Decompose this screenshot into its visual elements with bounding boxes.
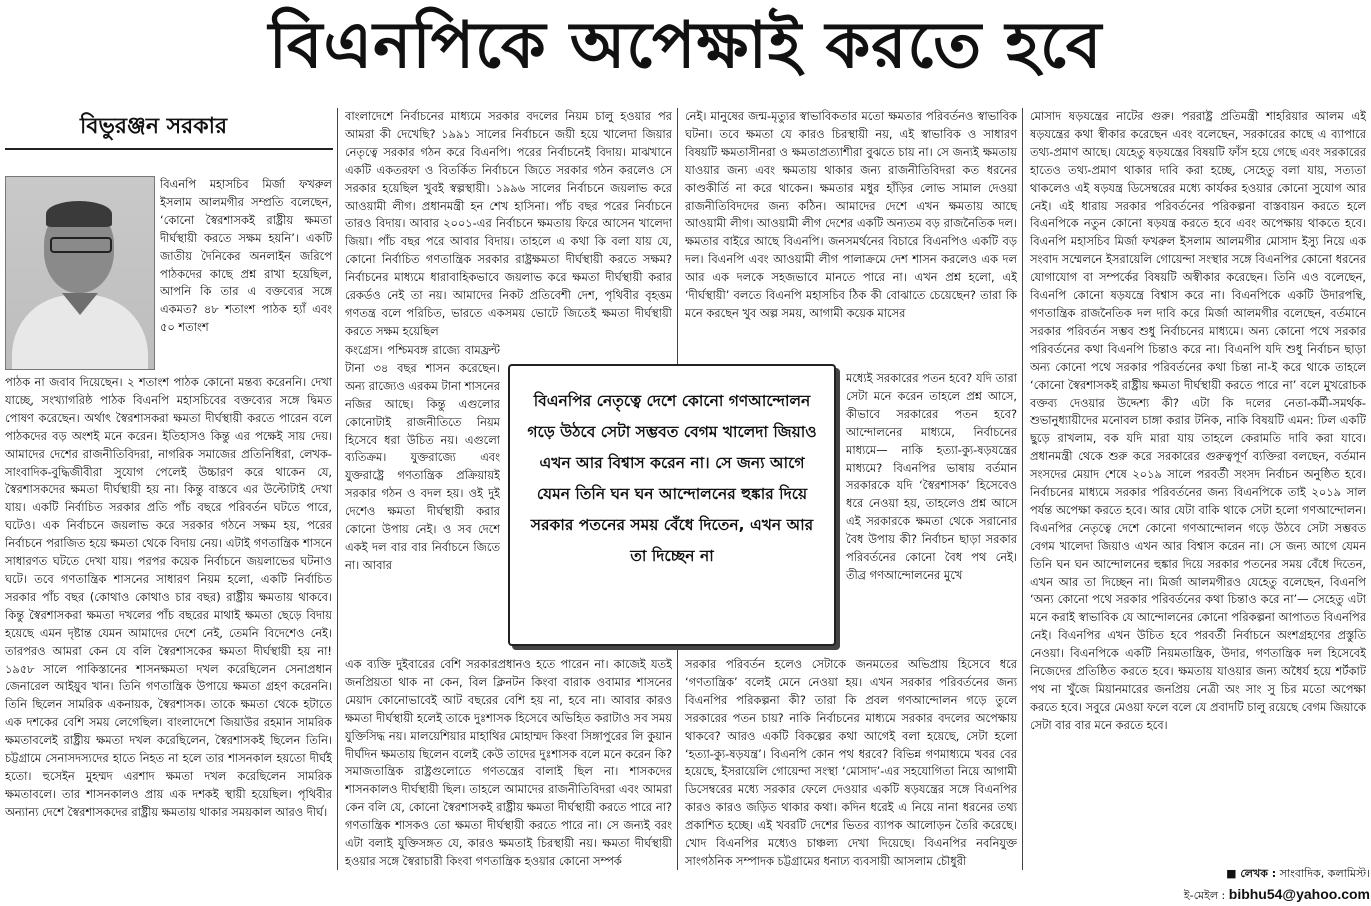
email-line: [1180, 884, 1370, 906]
paragraph: মোসাদ ষড়যন্ত্রের নাটের গুরু। পররাষ্ট্র প্রতিমন্ত্রী শাহরিয়ার আলম এই ষড়যন্ত্রের কথা স্বীকার করেছেন এবং বলেছেন, সরকারের কাছে এ ব্যাপারে তথ্য-প্রমাণ আছে। যেহেতু ষড়যন্ত্রের বিষয়টি ফাঁস হয়ে গেছে এবং সরকারের হাতেও তথ্য-প্রমাণ থাকার দাবি করা হচ্ছে, সেহেতু বলা যায়, সত্যতা থাকলেও এই ষড়যন্ত্র ডিসেম্বরের মধ্যে কার্যকর হওয়ার কোনো সুযোগ আর নেই। এই ধারায় সরকার পরিবর্তনের পরিকল্পনা বাস্তবায়ন করতে হলে বিএনপিকে নতুন কোনো ষড়যন্ত্র করতে হবে এবং অপেক্ষায় থাকতে হবে। বিএনপি মহাসচিব মির্জা ফখরুল ইসলাম আলমগীর মোসাদ ইস্যু নিয়ে এক সংবাদ সম্মেলনে ইসরায়েলি গোয়েন্দা সংস্থার সঙ্গে বিএনপির কোনো ধরনের যোগাযোগ বা সম্পর্কের বিষয়টি অস্বীকার করেছেন। তিনি এও বলেছেন, বিএনপি কোনো ষড়যন্ত্রে বিশ্বাস করে না। বিএনপিকে একটি উদারপন্থি, গণতান্ত্রিক রাজনৈতিক দল দাবি করে মির্জা আলমগীর বলেছেন, বর্তমানে সরকার পরিবর্তন সম্ভব শুধু নির্বাচনের মাধ্যমে। অন্য কোনো পথে সরকার পরিবর্তনের কথা বিএনপি চিন্তাও করে না। বিএনপি যদি শুধু নির্বাচন ছাড়া অন্য কোনো পথে সরকার পরিবর্তনের কথা চিন্তা না-ই করে থাকে তাহলে ‘কোনো স্বৈরশাসকই রাষ্ট্রীয় ক্ষমতা দীর্ঘস্থায়ী করতে পারে না’ বলে মুখরোচক বক্তব্য দেওয়ার উদ্দেশ্য কী? এটা কি দলের নেতা-কর্মী-সমর্থক-শুভানুধ্যায়ীদের মনোবল চাঙ্গা করার টনিক, নাকি বিষয়টি এমন: ঢিল একটি ছুড়ে রাখলাম, বক যদি মারা যায় তাহলে কেরামতি দাবি করা যাবে। প্রধানমন্ত্রী থেকে শুরু করে সরকারের গুরুত্বপূর্ণ ব্যক্তিরা বলছেন, বর্তমান সংসদের মেয়াদ শেষে ২০১৯ সালে পরবর্তী সংসদ নির্বাচন অনুষ্ঠিত হবে। নির্বাচনের মাধ্যমে সরকার পরিবর্তনের জন্য বিএনপিকে তাই ২০১৯ সাল পর্যন্ত অপেক্ষা করতে হবে। আর যেটা বাকি থাকে সেটা হলো গণআন্দোলন। বিএনপির নেতৃত্বে দেশে কোনো গণআন্দোলন গড়ে উঠবে সেটা সম্ভবত বেগম খালেদা জিয়াও এখন আর বিশ্বাস করেন না। সে জন্য আগে যেমন তিনি ঘন ঘন আন্দোলনের হুঙ্কার দিয়ে সরকার পতনের সময় বেঁধে দিতেন, এখন আর তা দিচ্ছেন না। মির্জা আলমগীরও যেহেতু বলেছেন, বিএনপি ‘অন্য কোনো পথে সরকার পরিবর্তনের কথা চিন্তাও করে না’— সেহেতু এটা মনে করাই স্বাভাবিক যে আন্দোলনের কোনো পরিকল্পনা আপাতত বিএনপির নেই। বিএনপির এখন উচিত হবে পরবর্তী নির্বাচনে অংশগ্রহণের প্রস্তুতি নেওয়া। বিএনপিকে একটি নিয়মতান্ত্রিক, উদার, গণতান্ত্রিক দল হিসেবেই নিজেদের প্রতিষ্ঠিত করতে হবে। ক্ষমতায় যাওয়ার জন্য অধৈর্য হয়ে শর্টকাট পথ না খুঁজে মিয়ানমারের জনপ্রিয় নেত্রী অং সাং সু চির মতো অপেক্ষা করতে হবে। সবুরে মেওয়া ফলে বলে যে প্রবাদটি চালু রয়েছে বেগম জিয়াকে সেটা বার বার মনে করতে হবে।: [1030, 109, 1366, 732]
pull-quote: বিএনপির নেতৃত্বে দেশে কোনো গণআন্দোলন গড়ে উঠবে সেটা সম্ভবত বেগম খালেদা জিয়াও এখন আর বিশ্বাস করেন না। সে জন্য আগে যেমন তিনি ঘন ঘন আন্দোলনের হুঙ্কার দিয়ে সরকার পতনের সময় বেঁধে দিতেন, এখন আর তা দিচ্ছেন না: [508, 364, 836, 646]
paragraph: নেই। মানুষের জন্ম-মৃত্যুর স্বাভাবিকতার মতো ক্ষমতার পরিবর্তনও স্বাভাবিক ঘটনা। তবে ক্ষমতা যে কারও চিরস্থায়ী নয়, এই স্বাভাবিক ও সাধারণ বিষয়টি ক্ষমতাসীনরা ও ক্ষমতাপ্রত্যাশীরা বুঝতে চায় না। সে জন্যই ক্ষমতায় যাওয়ার জন্য এবং ক্ষমতায় থাকার জন্য রাজনীতিবিদরা কত ধরনের কাণ্ডকীর্তি না করে থাকেন। ক্ষমতার মধুর হাঁড়ির লোভ সামাল দেওয়া রাজনীতিবিদদের জন্য কঠিন। আমাদের দেশে এখন ক্ষমতায় আছে আওয়ামী লীগ। আওয়ামী লীগ দেশের একটি অন্যতম বড় রাজনৈতিক দল। ক্ষমতার বাইরে আছে বিএনপি। জনসমর্থনের বিচারে বিএনপিও একটি বড় দল। বিএনপি এবং আওয়ামী লীগ পালাক্রমে দেশ শাসন করলেও এক দল আর এক দলকে সহজভাবে মানতে পারে না। এখন প্রশ্ন হলো, এই ‘দীর্ঘস্থায়ী’ বলতে বিএনপি মহাসচিব ঠিক কী বোঝাতে চেয়েছেন? তারা কি মনে করছেন খুব অল্প সময়, আগামী কয়েক মাসের: [685, 109, 1017, 320]
email-address[interactable]: bibhu54@yahoo.com: [1228, 886, 1370, 902]
email-label: ই-মেইল :: [1183, 889, 1226, 902]
paragraph: সরকার পরিবর্তন হলেও সেটাকে জনমতের অভিপ্রায় হিসেবে ধরে ‘গণতান্ত্রিক’ বলেই মেনে নেওয়া হয়। এখন সরকার পরিবর্তনের জন্য বিএনপির পরিকল্পনা কী? তারা কি প্রবল গণআন্দোলন গড়ে তুলে সরকারের পতন চায়? নাকি নির্বাচনের মাধ্যমে সরকার বদলের অপেক্ষায় থাকবে? আরও একটি বিকল্পের কথা আগেই বলা হয়েছে, সেটা হলো ‘হত্যা-ক্যু-ষড়যন্ত্র’। বিএনপি কোন পথ ধরবে? বিভিন্ন গণমাধ্যমে খবর বের হয়েছে, ইসরায়েলি গোয়েন্দা সংস্থা ‘মোসাদ’-এর সহযোগিতা নিয়ে আগামী ডিসেম্বরের মধ্যে সরকার ফেলে দেওয়ার একটি ষড়যন্ত্রের সঙ্গে বিএনপির কারও কারও জড়িত থাকার কথা। কদিন ধরেই এ নিয়ে নানা ধরনের তথ্য প্রকাশিত হচ্ছে। এই খবরটি দেশের ভিতর ব্যাপক আলোড়ন তৈরি করেছে। খোদ বিএনপির মধ্যেও চাঞ্চল্য দেখা দিয়েছে। বিএনপির নবনিযুক্ত সাংগঠনিক সম্পাদক চট্টগ্রামের ধনাঢ্য ব্যবসায়ী আসলাম চৌধুরী: [685, 657, 1017, 868]
column-2-bottom: [345, 656, 672, 892]
paragraph: পাঠক না জবাব দিয়েছেন। ২ শতাংশ পাঠক কোনো মন্তব্য করেননি। দেখা যাচ্ছে, সংখ্যাগরিষ্ঠ পাঠক বিএনপি মহাসচিবের বক্তব্যের সঙ্গে দ্বিমত পোষণ করেছেন। অর্থাৎ স্বৈরশাসকরা ক্ষমতা দীর্ঘস্থায়ী করতে পারেন বলে পাঠকদের বড় অংশই মনে করেন। ইতিহাসও কিন্তু এর পক্ষেই সায় দেয়। আমাদের দেশের রাজনীতিবিদরা, নাগরিক সমাজের প্রতিনিধিরা, লেখক-সাংবাদিক-বুদ্ধিজীবীরা সুযোগ পেলেই উচ্চারণ করে থাকেন যে, স্বৈরশাসকদের ক্ষমতা দীর্ঘস্থায়ী হয় না। কিন্তু বাস্তবে এর উল্টোটাই দেখা যায়। একটি নির্বাচিত সরকার প্রতি পাঁচ বছরে পরিবর্তন ঘটতে পারে, ঘটেও। এক নির্বাচনে জয়লাভ করে সরকার গঠনে সক্ষম হয়, পরের নির্বাচনে পরাজিত হয়ে ক্ষমতা থেকে বিদায় নেয়। এটাই গণতান্ত্রিক শাসনে সাধারণত ঘটতে দেখা যায়। পরপর কয়েক নির্বাচনে জয়লাভের ঘটনাও ঘটে। তবে গণতান্ত্রিক শাসনের সাধারণ নিয়ম হলো, একটি নির্বাচিত সরকার পাঁচ বছর (কোথাও কোথাও চার বছর) রাষ্ট্রীয় ক্ষমতায় থাকবে। কিন্তু স্বৈরশাসকরা ক্ষমতা দখলের পাঁচ বছরের মাথাই ক্ষমতা ছেড়ে বিদায় হয়েছে এমন দৃষ্টান্ত যেমন আমাদের দেশে নেই, তেমনি বিদেশেও নেই। তারপরও আমরা কেন যে বলি স্বৈরশাসকের ক্ষমতা দীর্ঘস্থায়ী হয় না! ১৯৫৮ সালে পাকিস্তানের শাসনক্ষমতা দখল করেছিলেন সেনাপ্রধান জেনারেল আইয়ুব খান। তিনি গণতান্ত্রিক উপায়ে ক্ষমতা গ্রহণ করেননি। তিনি ছিলেন সামরিক একনায়ক, স্বৈরশাসক। তাকে ক্ষমতা থেকে হটাতে এক দশকের বেশি সময় লেগেছিল। বাংলাদেশে জিয়াউর রহমান সামরিক ক্ষমতাবলেই রাষ্ট্রীয় ক্ষমতা দখল করেছিলেন, স্বৈরশাসকই ছিলেন তিনি। চট্টগ্রামে সেনাসদস্যদের হাতে নিহত না হলে তার শাসনকাল হয়তো দীর্ঘই হতো। হুসেইন মুহম্মদ এরশাদ ক্ষমতা দখল করেছিলেন সামরিক ক্ষমতাবলে। তার শাসনকালও প্রায় এক দশকই স্থায়ী হয়েছিল। পৃথিবীর অন্যান্য দেশে স্বৈরশাসকদের রাষ্ট্রীয় ক্ষমতায় থাকার সময়কাল আরও দীর্ঘ।: [5, 375, 332, 819]
column-3-narrow: [846, 370, 1017, 654]
column-4: [1030, 108, 1366, 860]
column-2-narrow: [345, 342, 500, 654]
byline-rule: [5, 148, 333, 150]
writer-line: [1180, 864, 1370, 884]
column-divider: [1022, 108, 1023, 870]
paragraph: কংগ্রেস। পশ্চিমবঙ্গ রাজ্যে বামফ্রন্ট টানা ৩৪ বছর শাসন করেছেন। অন্য রাজ্যেও এরকম টানা শাসনের নজির আছে। কিন্তু এগুলোর কোনোটাই রাজনীতিতে নিয়ম হিসেবে ধরা উচিত নয়। এগুলো ব্যতিক্রম। যুক্তরাজ্যে এবং যুক্তরাষ্ট্রে গণতান্ত্রিক প্রক্রিয়ায়ই সরকার গঠন ও বদল হয়। ওই দুই দেশেও ক্ষমতা দীর্ঘস্থায়ী করার কোনো উপায় নেই। ও সব দেশে একই দল বার বার নির্বাচনে জিতে না। আবার: [345, 343, 500, 572]
column-3-bottom: [685, 656, 1017, 892]
author-footer: [1180, 864, 1370, 906]
paragraph: বিএনপি মহাসচিব মির্জা ফখরুল ইসলাম আলমগীর সম্প্রতি বলেছেন, ‘কোনো স্বৈরশাসকই রাষ্ট্রীয় ক্ষমতা দীর্ঘস্থায়ী করতে সক্ষম হয়নি’। একটি জাতীয় দৈনিকের অনলাইন জরিপে পাঠকদের কাছে প্রশ্ন রাখা হয়েছিল, আপনি কি তার এ বক্তব্যের সঙ্গে একমত? ৪৮ শতাংশ পাঠক হ্যাঁ এবং ৫০ শতাংশ: [160, 177, 332, 335]
writer-desc: সাংবাদিক, কলামিস্ট।: [1279, 867, 1370, 880]
column-2-top: [345, 108, 672, 340]
column-1-intro: [160, 176, 332, 372]
writer-label: ■ লেখক :: [1226, 867, 1277, 880]
author-photo: [5, 176, 155, 370]
column-1-body: [5, 374, 332, 874]
paragraph: বাংলাদেশে নির্বাচনের মাধ্যমে সরকার বদলের নিয়ম চালু হওয়ার পর আমরা কী দেখেছি? ১৯৯১ সালের নির্বাচনে জয়ী হয়ে খালেদা জিয়ার নেতৃত্বে সরকার গঠন করে বিএনপি। পরের নির্বাচনেই বিদায়। মাঝখানে একটি একতরফা ও বিতর্কিত নির্বাচনে জিতে সরকার গঠন করলেও সে সরকার হয়েছিল খুবই স্বল্পস্থায়ী। ১৯৯৬ সালের নির্বাচনে জয়লাভ করে আওয়ামী লীগ। প্রধানমন্ত্রী হন শেখ হাসিনা। পাঁচ বছর পরের নির্বাচনে তারও বিদায়। আবার ২০০১-এর নির্বাচনে ক্ষমতায় ফিরে আসেন খালেদা জিয়া। পাঁচ বছর পরে আবার বিদায়। তাহলে এ কথা কি বলা যায় যে, কোনো নির্বাচিত গণতান্ত্রিক সরকার রাষ্ট্রক্ষমতা দীর্ঘস্থায়ী করতে সক্ষম? নির্বাচনের মাধ্যমে ধারাবাহিকভাবে জয়লাভ করে ক্ষমতা দীর্ঘস্থায়ী করার রেকর্ডও নেই তা নয়। আমাদের নিকট প্রতিবেশী দেশ, পৃথিবীর বৃহত্তম গণতন্ত্র বলে পরিচিত, ভারতে একসময় ভোটে জিতেই ক্ষমতা দীর্ঘস্থায়ী করতে সক্ষম হয়েছিল: [345, 109, 672, 338]
paragraph: মধ্যেই সরকারের পতন হবে? যদি তারা সেটা মনে করেন তাহলে প্রশ্ন আসে, কীভাবে সরকারের পতন হবে? আন্দোলনের মাধ্যমে, নির্বাচনের মাধ্যমে— নাকি হত্যা-ক্যু-ষড়যন্ত্রের মাধ্যমে? বিএনপির ভাষায় বর্তমান সরকারকে যদি ‘স্বৈরশাসক’ হিসেবেও ধরে নেওয়া হয়, তাহলেও প্রশ্ন আসে এই সরকারকে ক্ষমতা থেকে সরানোর বৈধ উপায় কী? নির্বাচন ছাড়া সরকার পরিবর্তনের কোনো বৈধ পথ নেই। তীব্র গণআন্দোলনের মুখে: [846, 371, 1017, 582]
column-divider: [337, 108, 338, 870]
headline: বিএনপিকে অপেক্ষাই করতে হবে: [268, 8, 1103, 83]
paragraph: এক ব্যক্তি দুইবারের বেশি সরকারপ্রধানও হতে পারেন না। কাজেই যতই জনপ্রিয়তা থাক না কেন, বিল ক্লিনটন কিংবা বারাক ওবামার শাসনের মেয়াদ কোনোভাবেই আট বছরের বেশি হয় না, হবে না। আবার কারও ক্ষমতা দীর্ঘস্থায়ী হলেই তাকে দুঃশাসক হিসেবে অভিহিত করাটাও সব সময় যুক্তিসিদ্ধ নয়। মালয়েশিয়ার মাহাথির মোহাম্মদ কিংবা সিঙ্গাপুরের লি কুয়ান দীর্ঘদিন ক্ষমতায় ছিলেন বলেই কেউ তাদের দুঃশাসক বলে মনে করেন কি? সমাজতান্ত্রিক রাষ্ট্রগুলোতে গণতন্ত্রের বালাই ছিল না। শাসকদের শাসনকালও দীর্ঘস্থায়ী ছিল। তাহলে আমাদের রাজনীতিবিদরা এবং আমরা কেন বলি যে, কোনো স্বৈরশাসকই রাষ্ট্রীয় ক্ষমতা দীর্ঘস্থায়ী করতে পারে না? গণতান্ত্রিক শাসকও তো ক্ষমতা দীর্ঘস্থায়ী করতে পারে না। সে জন্যই বরং এটা বলাই যুক্তিসঙ্গত যে, কারও ক্ষমতাই চিরস্থায়ী নয়। ক্ষমতা দীর্ঘস্থায়ী হওয়ার সঙ্গে স্বৈরাচারী কিংবা গণতান্ত্রিক হওয়ার কোনো সম্পর্ক: [345, 657, 672, 868]
byline: বিভুরঞ্জন সরকার: [80, 113, 228, 139]
column-3-top: [685, 108, 1017, 368]
